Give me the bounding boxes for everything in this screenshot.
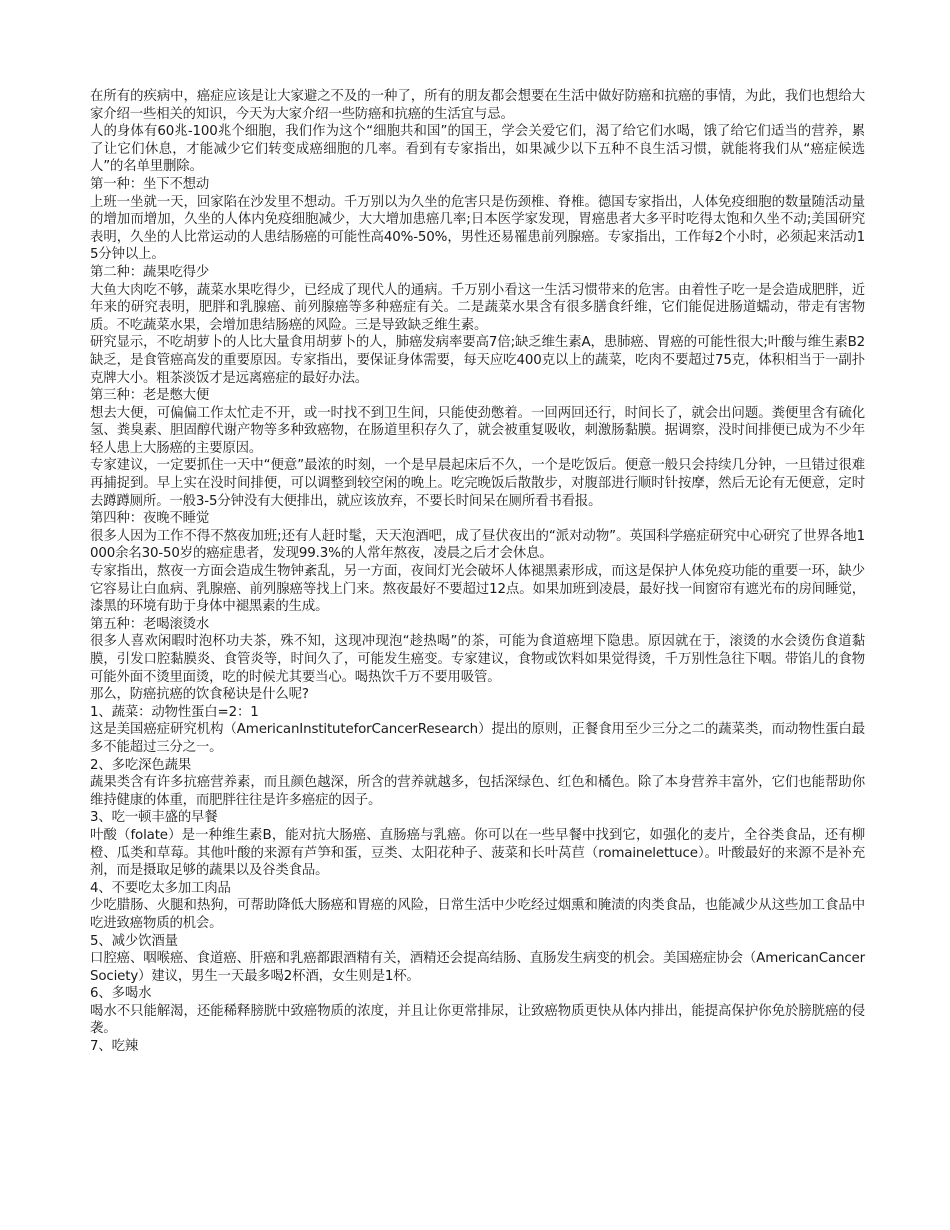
tip-heading: 7、吃辣 (90, 1039, 139, 1055)
paragraph: 很多人喜欢闲暇时泡杯功夫茶，殊不知，这现冲现泡“趁热喝”的茶，可能为食道癌埋下隐患。原因就在于，滚烫的水会烫伤食道黏膜，引发口腔黏膜炎、食管炎等，时间久了，可能发生癌变。专家建议，食物或饮料如果觉得烫，千万别性急往下咽。带馅儿的食物可能外面不烫里面烫，吃的时候尤其要当心。喝热饮千万不要用吸管。 (90, 634, 865, 685)
paragraph: 那么，防癌抗癌的饮食秘诀是什么呢? (90, 687, 309, 703)
paragraph: 专家建议，一定要抓住一天中“便意”最浓的时刻，一个是早晨起床后不久，一个是吃饭后。便意一般只会持续几分钟，一旦错过很难再捕捉到。早上实在没时间排便，可以调整到较空闲的晚上。吃完晚饭后散散步，对腹部进行顺时针按摩，然后无论有无便意，定时去蹲蹲厕所。一般3-5分钟没有大便排出，就应该放弃，不要长时间呆在厕所看书看报。 (90, 458, 865, 509)
paragraph: 在所有的疾病中，癌症应该是让大家避之不及的一种了，所有的朋友都会想要在生活中做好防癌和抗癌的事情，为此，我们也想给大家介绍一些相关的知识，今天为大家介绍一些防癌和抗癌的生活宜与忌。 (90, 89, 865, 122)
section-heading: 第五种：老喝滚烫水 (90, 616, 210, 632)
paragraph: 蔬果类含有许多抗癌营养素，而且颜色越深，所含的营养就越多，包括深绿色、红色和橘色。除了本身营养丰富外，它们也能帮助你维持健康的体重，而肥胖往往是许多癌症的因子。 (90, 775, 865, 808)
section-heading: 第四种：夜晚不睡觉 (90, 511, 210, 527)
tip-heading: 1、蔬菜：动物性蛋白=2：1 (90, 704, 259, 720)
paragraph: 上班一坐就一天，回家陷在沙发里不想动。千万别以为久坐的危害只是伤颈椎、脊椎。德国专家指出，人体免疫细胞的数量随活动量的增加而增加，久坐的人体内免疫细胞减少，大大增加患癌几率;日本医学家发现，胃癌患者大多平时吃得太饱和久坐不动;美国研究表明，久坐的人比常运动的人患结肠癌的可能性高40%-50%，男性还易罹患前列腺癌。专家指出，工作每2个小时，必须起来活动15分钟以上。 (90, 194, 865, 263)
tip-heading: 6、多喝水 (90, 986, 152, 1002)
paragraph: 少吃腊肠、火腿和热狗，可帮助降低大肠癌和胃癌的风险，日常生活中少吃经过烟熏和腌渍的肉类食品，也能减少从这些加工食品中吃进致癌物质的机会。 (90, 898, 865, 931)
paragraph: 大鱼大肉吃不够，蔬菜水果吃得少，已经成了现代人的通病。千万别小看这一生活习惯带来的危害。由着性子吃一是会造成肥胖，近年来的研究表明，肥胖和乳腺癌、前列腺癌等多种癌症有关。二是蔬菜水果含有很多膳食纤维，它们能促进肠道蠕动，带走有害物质。不吃蔬菜水果，会增加患结肠癌的风险。三是导致缺乏维生素。 (90, 282, 865, 333)
paragraph: 喝水不只能解渴，还能稀释膀胱中致癌物质的浓度，并且让你更常排尿，让致癌物质更快从体内排出，能提高保护你免於膀胱癌的侵袭。 (90, 1003, 865, 1037)
paragraph: 人的身体有60兆-100兆个细胞，我们作为这个“细胞共和国”的国王，学会关爱它们，渴了给它们水喝，饿了给它们适当的营养，累了让它们休息，才能减少它们转变成癌细胞的几率。看到有专家指出，如果减少以下五种不良生活习惯，就能将我们从“癌症候选人”的名单里删除。 (90, 124, 865, 175)
article-body (90, 88, 865, 1056)
tip-heading: 4、不要吃太多加工肉品 (90, 880, 231, 896)
section-heading: 第三种：老是憋大便 (90, 388, 210, 404)
section-heading: 第二种：蔬果吃得少 (90, 264, 210, 280)
tip-heading: 3、吃一顿丰盛的早餐 (90, 810, 218, 826)
paragraph: 这是美国癌症研究机构（AmericanInstituteforCancerResearch）提出的原则，正餐食用至少三分之二的蔬菜类，而动物性蛋白最多不能超过三分之一。 (90, 722, 865, 755)
paragraph: 想去大便，可偏偏工作太忙走不开，或一时找不到卫生间，只能使劲憋着。一回两回还行，时间长了，就会出问题。粪便里含有硫化氢、粪臭素、胆固醇代谢产物等多种致癌物，在肠道里积存久了，就会被重复吸收，刺激肠黏膜。据调察，没时间排便已成为不少年轻人患上大肠癌的主要原因。 (90, 405, 865, 456)
paragraph: 口腔癌、咽喉癌、食道癌、肝癌和乳癌都跟酒精有关，酒精还会提高结肠、直肠发生病变的机会。美国癌症协会（AmericanCancerSociety）建议，男生一天最多喝2杯酒，女生则是1杯。 (90, 951, 865, 984)
tip-heading: 2、多吃深色蔬果 (90, 757, 192, 773)
paragraph: 专家指出，熬夜一方面会造成生物钟紊乱，另一方面，夜间灯光会破坏人体褪黑素形成，而这是保护人体免疫功能的重要一环，缺少它容易让白血病、乳腺癌、前列腺癌等找上门来。熬夜最好不要超过12点。如果加班到凌晨，最好找一间窗帘有遮光布的房间睡觉，漆黑的环境有助于身体中褪黑素的生成。 (90, 564, 865, 615)
paragraph: 很多人因为工作不得不熬夜加班;还有人赶时髦，天天泡酒吧，成了昼伏夜出的“派对动物”。英国科学癌症研究中心研究了世界各地1000余名30-50岁的癌症患者，发现99.3%的人常年熬夜，凌晨之后才会休息。 (90, 528, 865, 562)
paragraph: 研究显示，不吃胡萝卜的人比大量食用胡萝卜的人，肺癌发病率要高7倍;缺乏维生素A，患肺癌、胃癌的可能性很大;叶酸与维生素B2缺乏，是食管癌高发的重要原因。专家指出，要保证身体需要，每天应吃400克以上的蔬菜，吃肉不要超过75克，体积相当于一副扑克牌大小。粗茶淡饭才是远离癌症的最好办法。 (90, 335, 865, 386)
paragraph: 叶酸（folate）是一种维生素B，能对抗大肠癌、直肠癌与乳癌。你可以在一些早餐中找到它，如强化的麦片，全谷类食品，还有柳橙、瓜类和草莓。其他叶酸的来源有芦笋和蛋，豆类、太阳花种子、菠菜和长叶莴苣（romainelettuce）。叶酸最好的来源不是补充剂，而是摄取足够的蔬果以及谷类食品。 (90, 827, 865, 879)
section-heading: 第一种：坐下不想动 (90, 176, 210, 192)
tip-heading: 5、减少饮酒量 (90, 933, 178, 949)
